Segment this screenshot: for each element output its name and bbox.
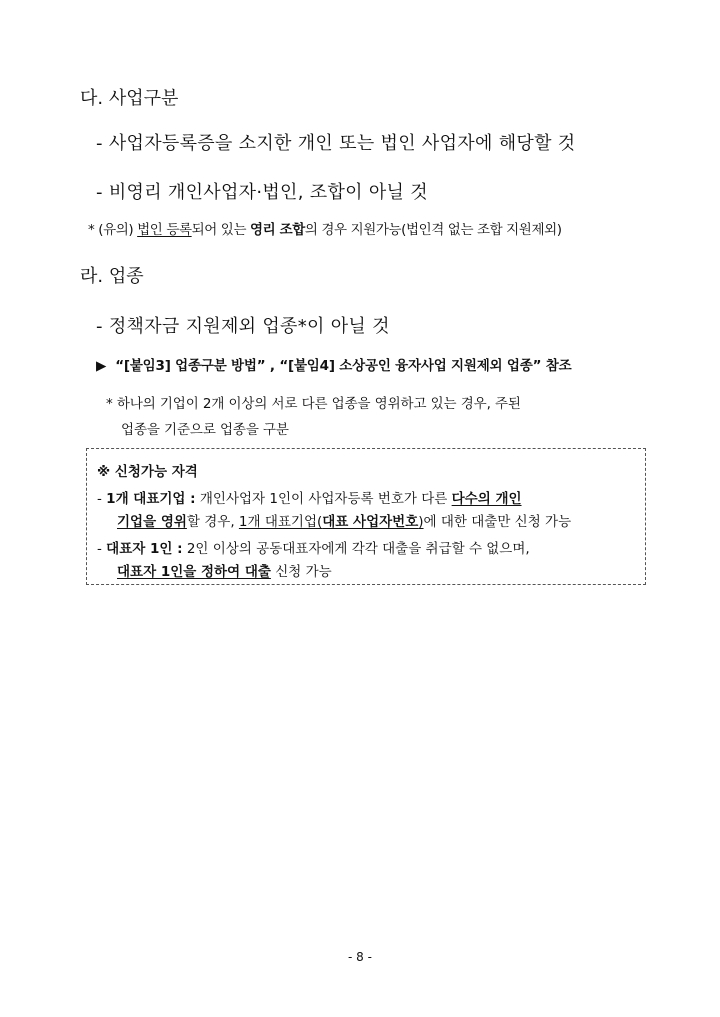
- underlined-text: ): [418, 514, 424, 530]
- box-item-continued: [117, 510, 571, 530]
- box-item: [97, 537, 530, 557]
- note-text: 의 경우 지원가능(법인격 없는 조합 지원제외): [304, 222, 562, 238]
- arrow-icon: ▶: [96, 358, 107, 374]
- note-prefix: * (유의): [88, 222, 138, 238]
- text: 에 대한 대출만 신청 가능: [423, 514, 572, 530]
- section-heading-ra: 라. 업종: [80, 266, 144, 287]
- list-item: - 사업자등록증을 소지한 개인 또는 법인 사업자에 해당할 것: [96, 133, 576, 154]
- box-item-continued: [117, 560, 332, 580]
- underlined-text: 법인 등록: [137, 222, 192, 238]
- box-item: [97, 487, 522, 507]
- dash: -: [97, 491, 107, 507]
- bold-text: 1개 대표기업 :: [106, 491, 196, 507]
- bold-text: 대표자 1인 :: [106, 541, 183, 557]
- text: 할 경우,: [186, 514, 239, 530]
- list-item: - 정책자금 지원제외 업종*이 아닐 것: [96, 316, 390, 337]
- bold-underlined-text: 기업을 영위: [117, 514, 187, 530]
- note-text: * 하나의 기업이 2개 이상의 서로 다른 업종을 영위하고 있는 경우, 주된: [106, 396, 521, 412]
- box-title: ※ 신청가능 자격: [97, 464, 198, 480]
- underlined-text: 1개 대표기업(: [238, 514, 323, 530]
- text: 개인사업자 1인이 사업자등록 번호가 다른: [195, 491, 452, 507]
- bold-underlined-text: 다수의 개인: [451, 491, 522, 507]
- eligibility-box: [86, 448, 646, 585]
- text: 신청 가능: [270, 564, 332, 580]
- page-number: - 8 -: [348, 950, 372, 964]
- bold-underlined-text: 대표 사업자번호: [322, 514, 419, 530]
- reference-line: [96, 354, 571, 374]
- reference-text: “[붙임3] 업종구분 방법” , “[붙임4] 소상공인 융자사업 지원제외 업종” 참조: [115, 358, 572, 374]
- bold-underlined-text: 대표자 1인을 정하여 대출: [117, 564, 271, 580]
- note-text: 되어 있는: [191, 222, 250, 238]
- section-heading-da: 다. 사업구분: [80, 88, 179, 109]
- dash: -: [97, 541, 107, 557]
- list-item: - 비영리 개인사업자·법인, 조합이 아닐 것: [96, 182, 428, 203]
- note-text: [88, 218, 562, 238]
- text: 2인 이상의 공동대표자에게 각각 대출을 취급할 수 없으며,: [182, 541, 530, 557]
- note-text: 업종을 기준으로 업종을 구분: [121, 422, 289, 438]
- bold-text: 영리 조합: [249, 222, 305, 238]
